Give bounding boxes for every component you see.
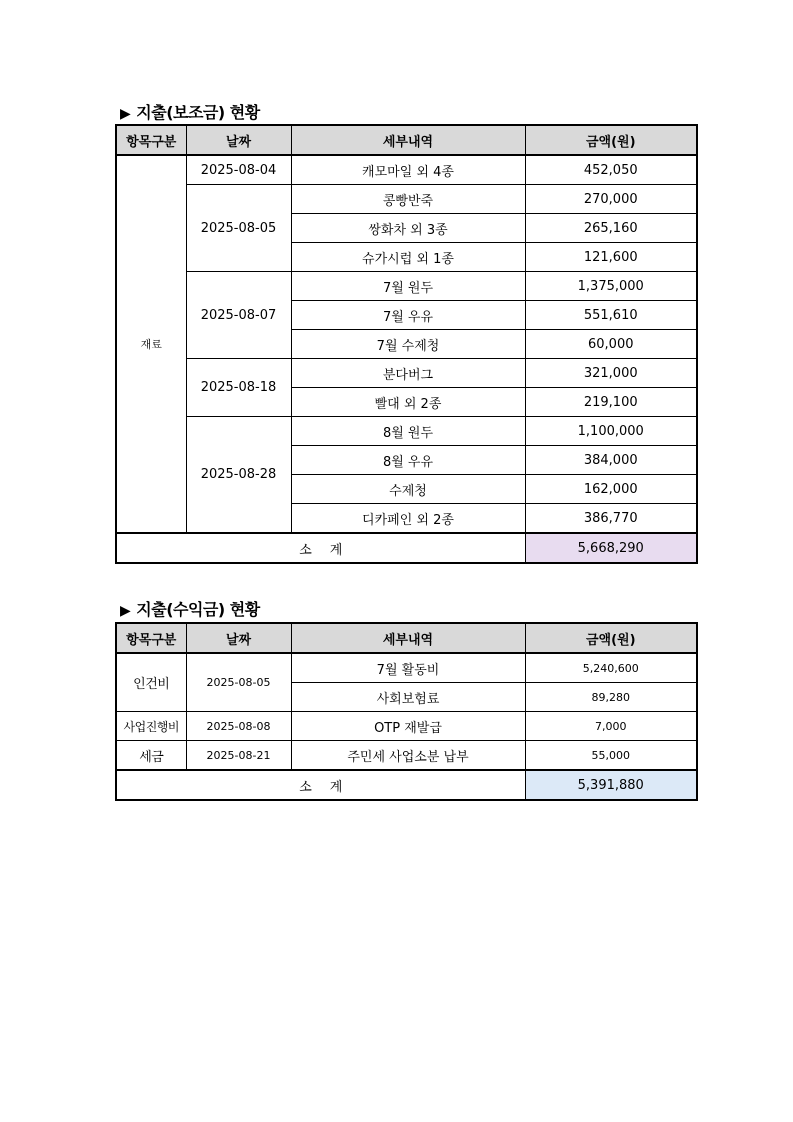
amount-cell: 551,610 <box>525 301 697 330</box>
table-row <box>116 155 697 185</box>
category-cell: 세금 <box>116 741 186 771</box>
subtotal-row <box>116 533 697 563</box>
table-row <box>116 741 697 771</box>
subtotal-amount: 5,391,880 <box>525 770 697 800</box>
detail-cell: 콩빵반죽 <box>291 185 525 214</box>
amount-cell: 265,160 <box>525 214 697 243</box>
table-row <box>116 185 697 214</box>
triangle-right-icon: ▶ <box>120 603 131 619</box>
amount-cell: 386,770 <box>525 504 697 534</box>
subsidy-expense-table <box>115 124 698 564</box>
detail-cell: 주민세 사업소분 납부 <box>291 741 525 771</box>
subtotal-amount: 5,668,290 <box>525 533 697 563</box>
amount-cell: 60,000 <box>525 330 697 359</box>
detail-cell: 분다버그 <box>291 359 525 388</box>
header-category: 항목구분 <box>116 125 186 155</box>
subtotal-label: 소계 <box>116 533 525 563</box>
date-cell: 2025-08-28 <box>186 417 291 534</box>
detail-cell: 쌍화차 외 3종 <box>291 214 525 243</box>
detail-cell: 7월 활동비 <box>291 653 525 683</box>
table-row <box>116 272 697 301</box>
table-header-row <box>116 125 697 155</box>
table-row <box>116 417 697 446</box>
date-cell: 2025-08-21 <box>186 741 291 771</box>
amount-cell: 321,000 <box>525 359 697 388</box>
date-cell: 2025-08-05 <box>186 653 291 712</box>
table-row <box>116 359 697 388</box>
amount-cell: 5,240,600 <box>525 653 697 683</box>
amount-cell: 162,000 <box>525 475 697 504</box>
header-detail: 세부내역 <box>291 623 525 653</box>
detail-cell: OTP 재발급 <box>291 712 525 741</box>
date-cell: 2025-08-04 <box>186 155 291 185</box>
detail-cell: 빨대 외 2종 <box>291 388 525 417</box>
amount-cell: 89,280 <box>525 683 697 712</box>
detail-cell: 수제청 <box>291 475 525 504</box>
table-row <box>116 712 697 741</box>
amount-cell: 55,000 <box>525 741 697 771</box>
triangle-right-icon: ▶ <box>120 106 131 122</box>
header-amount: 금액(원) <box>525 125 697 155</box>
amount-cell: 1,375,000 <box>525 272 697 301</box>
detail-cell: 8월 우유 <box>291 446 525 475</box>
amount-cell: 452,050 <box>525 155 697 185</box>
header-date: 날짜 <box>186 623 291 653</box>
header-date: 날짜 <box>186 125 291 155</box>
detail-cell: 슈가시럽 외 1종 <box>291 243 525 272</box>
category-cell: 인건비 <box>116 653 186 712</box>
header-category: 항목구분 <box>116 623 186 653</box>
subtotal-row <box>116 770 697 800</box>
date-cell: 2025-08-07 <box>186 272 291 359</box>
detail-cell: 8월 원두 <box>291 417 525 446</box>
header-detail: 세부내역 <box>291 125 525 155</box>
detail-cell: 디카페인 외 2종 <box>291 504 525 534</box>
date-cell: 2025-08-08 <box>186 712 291 741</box>
amount-cell: 270,000 <box>525 185 697 214</box>
amount-cell: 219,100 <box>525 388 697 417</box>
section2-title: ▶ 지출(수익금) 현황 <box>120 600 260 619</box>
header-amount: 금액(원) <box>525 623 697 653</box>
detail-cell: 캐모마일 외 4종 <box>291 155 525 185</box>
amount-cell: 121,600 <box>525 243 697 272</box>
category-cell: 재료 <box>116 155 186 533</box>
amount-cell: 384,000 <box>525 446 697 475</box>
table-header-row <box>116 623 697 653</box>
date-cell: 2025-08-05 <box>186 185 291 272</box>
revenue-expense-table <box>115 622 698 801</box>
detail-cell: 사회보험료 <box>291 683 525 712</box>
detail-cell: 7월 우유 <box>291 301 525 330</box>
category-cell: 사업진행비 <box>116 712 186 741</box>
table-row <box>116 653 697 683</box>
amount-cell: 7,000 <box>525 712 697 741</box>
subtotal-label: 소계 <box>116 770 525 800</box>
detail-cell: 7월 원두 <box>291 272 525 301</box>
amount-cell: 1,100,000 <box>525 417 697 446</box>
date-cell: 2025-08-18 <box>186 359 291 417</box>
detail-cell: 7월 수제청 <box>291 330 525 359</box>
section1-title: ▶ 지출(보조금) 현황 <box>120 103 260 122</box>
